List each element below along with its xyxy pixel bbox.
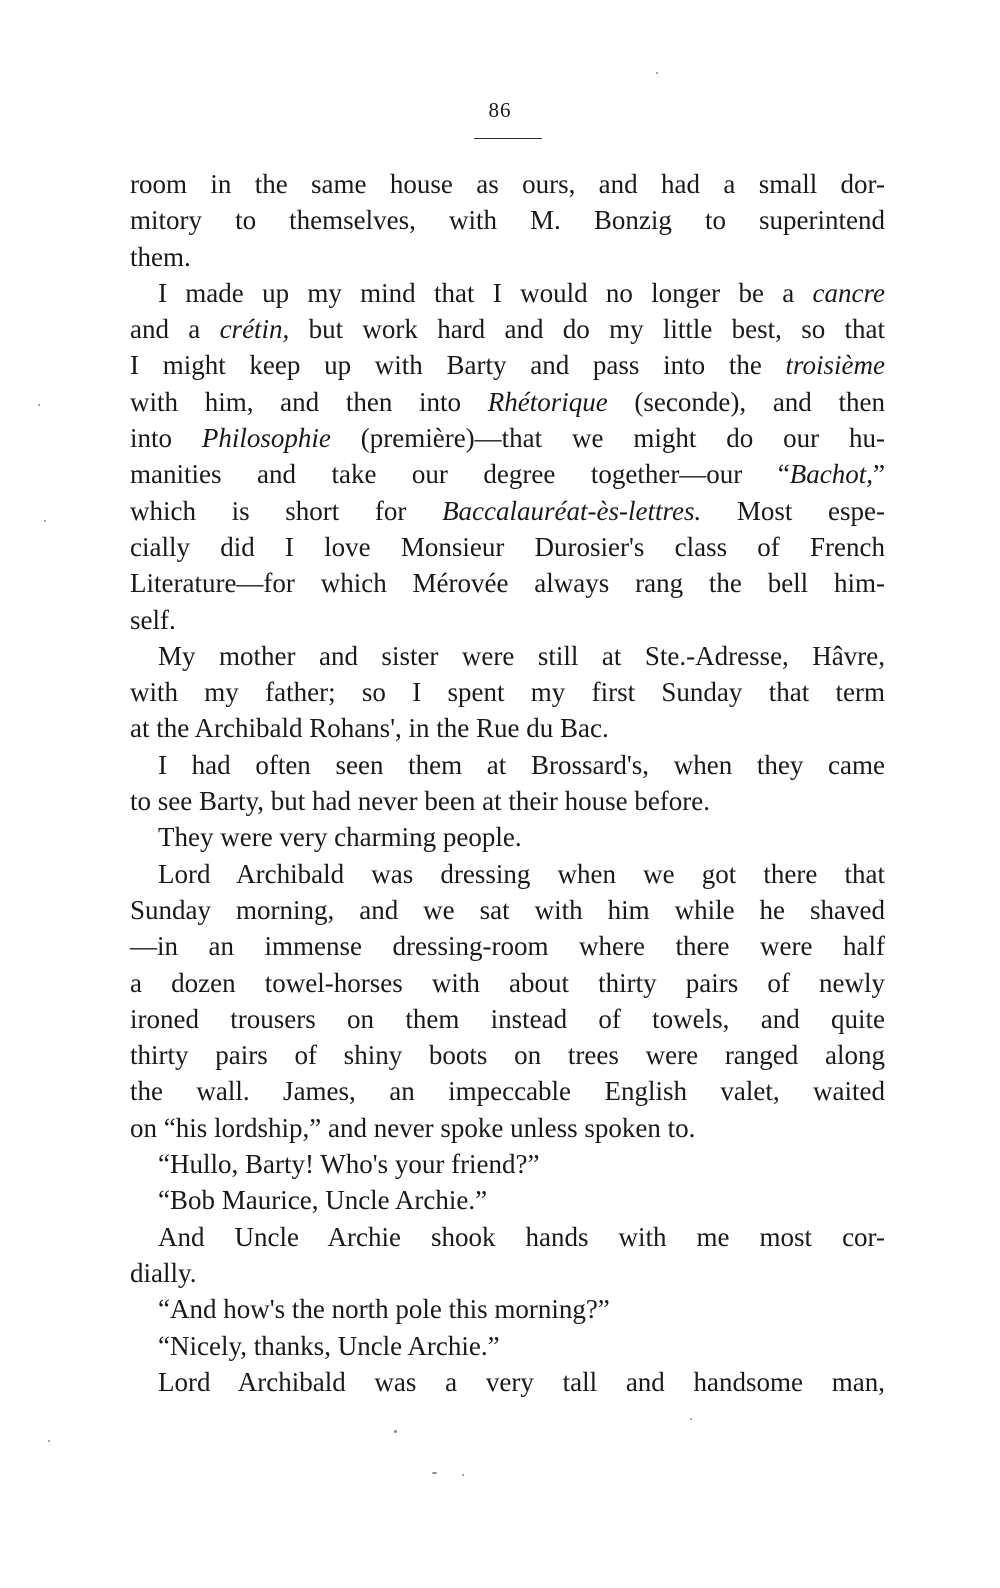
text-segment: “And how's the north pole this morning?”	[158, 1294, 610, 1325]
text-line	[130, 1073, 885, 1109]
text-segment: Literature—for which Mérovée always rang the bell him-	[130, 568, 885, 599]
text-segment: And Uncle Archie shook hands with me most cor-	[158, 1221, 885, 1252]
scan-speck	[462, 1474, 464, 1476]
scan-speck	[656, 72, 658, 74]
text-line	[130, 928, 885, 964]
text-segment: Lord Archibald was a very tall and handsome man,	[158, 1366, 885, 1397]
body-text	[130, 166, 885, 1400]
text-line	[130, 892, 885, 928]
text-line	[130, 1182, 885, 1218]
text-line	[130, 347, 885, 383]
text-segment: “Nicely, thanks, Uncle Archie.”	[158, 1330, 500, 1361]
page-number: 86	[488, 98, 512, 122]
text-line	[130, 710, 885, 746]
text-line	[130, 166, 885, 202]
text-segment: —in an immense dressing-room where there were half	[130, 931, 885, 962]
text-line	[130, 783, 885, 819]
text-line	[130, 965, 885, 1001]
text-segment: them.	[130, 241, 191, 272]
text-segment: I had often seen them at Brossard's, when they came	[158, 749, 885, 780]
text-line	[130, 239, 885, 275]
text-segment: thirty pairs of shiny boots on trees were ranged along	[130, 1040, 885, 1071]
italic-text: cancre	[812, 277, 885, 308]
text-line	[130, 1037, 885, 1073]
italic-text: Rhétorique	[487, 386, 608, 417]
page-number-rule	[474, 138, 542, 139]
text-segment: with my father; so I spent my first Sunday that term	[130, 677, 885, 708]
text-line	[130, 384, 885, 420]
text-line	[130, 1001, 885, 1037]
text-line	[130, 311, 885, 347]
text-line	[130, 1328, 885, 1364]
italic-text: troisième	[785, 350, 885, 381]
text-line	[130, 493, 885, 529]
italic-text: Baccalauréat-ès-lettres.	[442, 495, 702, 526]
text-segment: cially did I love Monsieur Durosier's class of French	[130, 531, 885, 562]
text-segment: and a	[130, 314, 220, 345]
text-segment: Lord Archibald was dressing when we got there that	[158, 858, 885, 889]
text-line	[130, 674, 885, 710]
text-segment: dially.	[130, 1257, 197, 1288]
text-line	[130, 1364, 885, 1400]
scan-speck	[44, 520, 46, 522]
scan-speck	[432, 1472, 437, 1474]
text-segment: but work hard and do my little best, so that	[289, 314, 885, 345]
text-line	[130, 602, 885, 638]
scan-speck	[394, 1430, 397, 1433]
text-line	[130, 819, 885, 855]
text-segment: (première)—that we might do our hu-	[330, 423, 885, 454]
text-line	[130, 275, 885, 311]
text-segment: Sunday morning, and we sat with him while he shaved	[130, 894, 885, 925]
italic-text: Philosophie	[201, 423, 331, 454]
text-segment: on “his lordship,” and never spoke unless spoken to.	[130, 1112, 696, 1143]
text-segment: My mother and sister were still at Ste.-Adresse, Hâvre,	[158, 640, 885, 671]
scan-speck	[48, 1440, 50, 1442]
scan-speck	[38, 404, 40, 406]
text-segment: self.	[130, 604, 176, 635]
text-segment: I made up my mind that I would no longer be a	[158, 277, 813, 308]
text-segment: “Bob Maurice, Uncle Archie.”	[158, 1185, 488, 1216]
text-line	[130, 747, 885, 783]
text-segment: ”	[873, 459, 885, 490]
text-line	[130, 1110, 885, 1146]
text-segment: They were very charming people.	[158, 822, 522, 853]
text-line	[130, 529, 885, 565]
text-line	[130, 856, 885, 892]
text-segment: which is short for	[130, 495, 443, 526]
italic-text: crétin,	[219, 314, 290, 345]
text-segment: room in the same house as ours, and had a small dor-	[130, 169, 885, 199]
italic-text: Bachot,	[789, 459, 874, 490]
text-segment: a dozen towel-horses with about thirty pairs of newly	[130, 967, 885, 998]
text-line	[130, 638, 885, 674]
text-line	[130, 1146, 885, 1182]
text-line	[130, 420, 885, 456]
text-segment: to see Barty, but had never been at their house before.	[130, 786, 711, 817]
text-line	[130, 202, 885, 238]
text-segment: ironed trousers on them instead of towels, and quite	[130, 1003, 885, 1034]
text-line	[130, 1291, 885, 1327]
text-segment: the wall. James, an impeccable English valet, waited	[130, 1076, 885, 1107]
text-segment: (seconde), and then	[607, 386, 885, 417]
scan-speck	[690, 1418, 692, 1420]
text-segment: “Hullo, Barty! Who's your friend?”	[158, 1149, 540, 1180]
text-line	[130, 565, 885, 601]
text-segment: at the Archibald Rohans', in the Rue du Bac.	[130, 713, 609, 744]
text-segment: I might keep up with Barty and pass into the	[130, 350, 786, 381]
text-segment: with him, and then into	[130, 386, 488, 417]
text-line	[130, 456, 885, 492]
text-segment: Most espe-	[701, 495, 886, 526]
text-line	[130, 1219, 885, 1255]
text-segment: into	[130, 423, 202, 454]
text-line	[130, 1255, 885, 1291]
text-segment: manities and take our degree together—our “	[130, 459, 790, 490]
text-segment: mitory to themselves, with M. Bonzig to superintend	[130, 205, 885, 236]
